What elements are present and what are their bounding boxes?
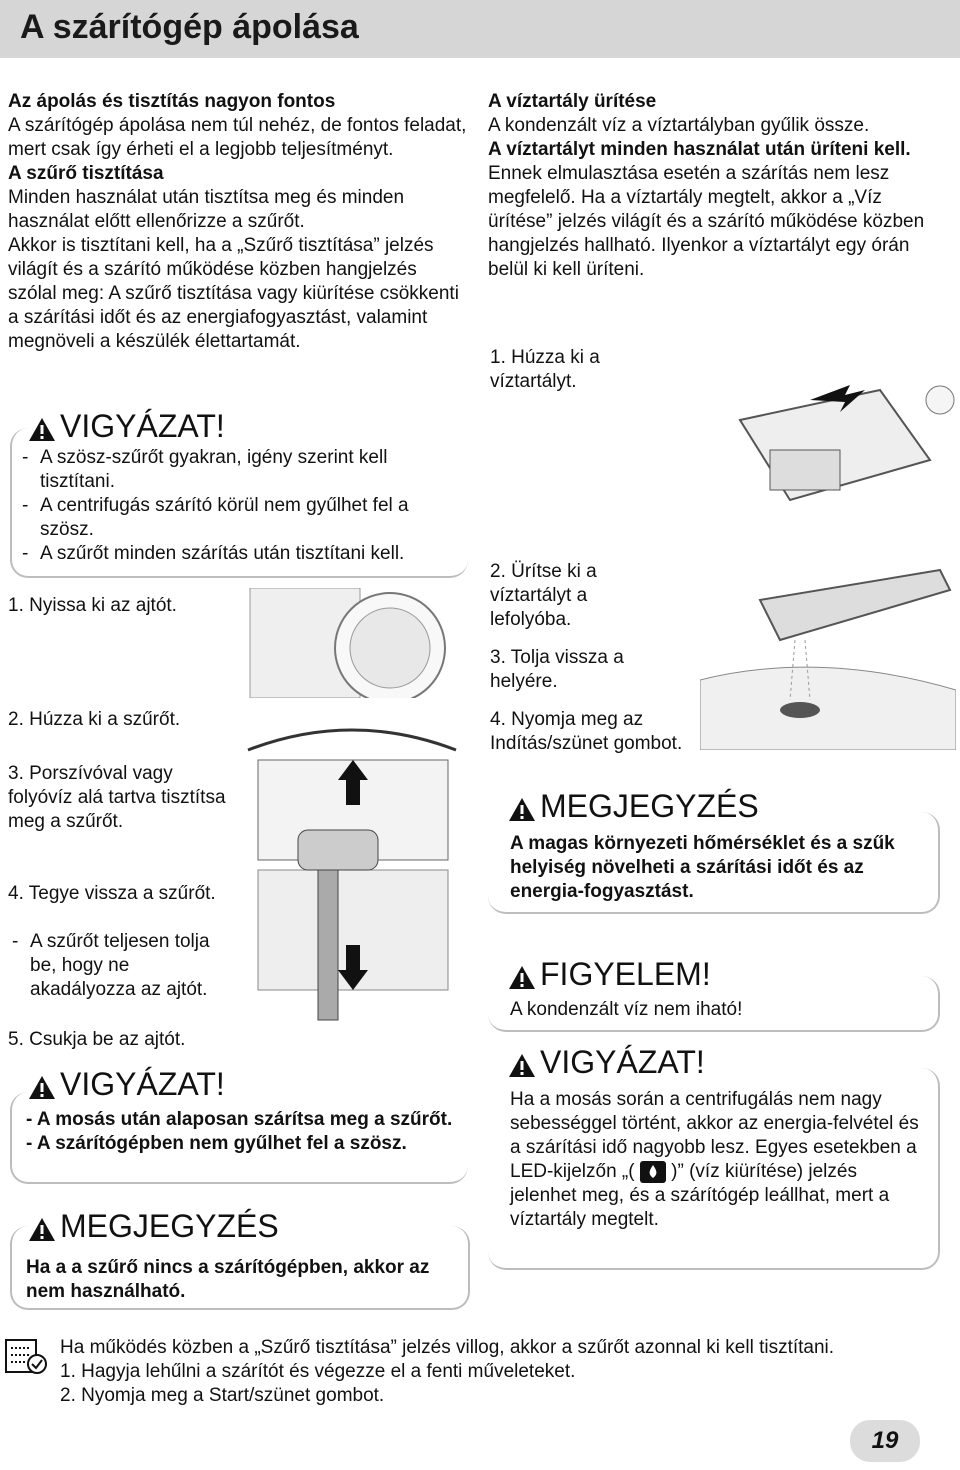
- intro-heading: Az ápolás és tisztítás nagyon fontos: [8, 91, 336, 112]
- left-step-4-sub-item: - A szűrőt teljesen tolja be, hogy ne akadályozza az ajtót.: [8, 930, 228, 1002]
- caution-1-item: - A centrifugás szárító körül nem gyűlhet fel a szösz.: [18, 494, 458, 542]
- note-1-head: [28, 1208, 285, 1244]
- caution-1-head: [28, 408, 231, 444]
- page-number: 19: [850, 1420, 920, 1462]
- caution-2-item: - A mosás után alaposan szárítsa meg a szűrőt.: [26, 1109, 453, 1130]
- left-step-4-sub: [8, 930, 228, 1002]
- right-step-3: 3. Tolja vissza a helyére.: [490, 647, 624, 692]
- memo-line-3: 2. Nyomja meg a Start/szünet gombot.: [60, 1385, 385, 1406]
- tank-text-1: A kondenzált víz a víztartályban gyűlik össze.: [488, 115, 870, 136]
- filter-text-2: Akkor is tisztítani kell, ha a „Szűrő tisztítása” jelzés világít és a szárító működése közben hangjelzés szólal meg: A szűrő tisztítása vagy kiürítése csökkenti a szárítási időt és az energiafogyasztást, valamint megnöveli a készülék élettartamát.: [8, 235, 459, 352]
- caution-3-text-a: Ha a mosás során a centrifugálás nem nagy sebességgel történt, akkor az energia-felvétel és a szárítási idő nagyobb lesz. Egyes esetekben a LED-kijelzőn „(: [510, 1089, 919, 1182]
- caution-2-title: VIGYÁZAT!: [60, 1066, 225, 1102]
- warning-icon: [28, 416, 56, 442]
- filter-text-1: Minden használat után tisztítsa meg és minden használat előtt ellenőrizze a szűrőt.: [8, 187, 405, 232]
- memo-line-1: Ha működés közben a „Szűrő tisztítása” jelzés villog, akkor a szűrőt azonnal ki kell tisztítani.: [60, 1337, 835, 1358]
- warning-icon: [508, 964, 536, 990]
- caution-2-list: [26, 1108, 462, 1156]
- memo-line-2: 1. Hagyja lehűlni a szárítót és végezze el a fenti műveleteket.: [60, 1361, 576, 1382]
- caution-2-item: - A szárítógépben nem gyűlhet fel a szösz.: [26, 1133, 407, 1154]
- caution-1-title: VIGYÁZAT!: [60, 408, 225, 444]
- caution-3-title: VIGYÁZAT!: [540, 1044, 705, 1080]
- bottom-memo: [60, 1336, 940, 1408]
- caution-1-list: [18, 446, 458, 566]
- left-step-1: 1. Nyissa ki az ajtót.: [8, 595, 177, 616]
- note-1-title: MEGJEGYZÉS: [60, 1208, 279, 1244]
- intro-text: A szárítógép ápolása nem túl nehéz, de fontos feladat, mert csak így érheti el a legjobb teljesítményt.: [8, 115, 467, 160]
- note-2-title: MEGJEGYZÉS: [540, 788, 759, 824]
- warning-icon: [28, 1074, 56, 1100]
- intro-section: [8, 90, 468, 354]
- note-1-text: Ha a a szűrő nincs a szárítógépben, akkor az nem használható.: [26, 1257, 430, 1302]
- left-step-5: 5. Csukja be az ajtót.: [8, 1029, 186, 1050]
- caution-1-item: - A szűrőt minden szárítás után tisztítani kell.: [18, 542, 458, 566]
- tank-text-2: Ennek elmulasztása esetén a szárítás nem lesz megfelelő. Ha a víztartály megtelt, akkor a „Víz ürítése” jelzés világít és a szárító működése közben hangjelzés hallható. Ilyenkor a víztartályt egy órán belül ki kell üríteni.: [488, 163, 925, 280]
- note-2-head: [508, 788, 765, 824]
- warning-icon: [508, 1052, 536, 1078]
- filter-heading: A szűrő tisztítása: [8, 163, 164, 184]
- attention-title: FIGYELEM!: [540, 956, 711, 992]
- warning-icon: [508, 796, 536, 822]
- tank-bold: A víztartályt minden használat után üríteni kell.: [488, 139, 911, 160]
- water-drain-icon: [640, 1161, 666, 1183]
- page-title: A szárítógép ápolása: [20, 8, 359, 46]
- tank-section: [488, 90, 938, 282]
- tank-heading: A víztartály ürítése: [488, 91, 657, 112]
- caution-3-text-b: )” (víz kiürítése) jelzés jelenhet meg, és a szárítógép leállhat, mert a víztartály megtelt.: [510, 1161, 890, 1230]
- water-tank-illustration: [730, 340, 960, 550]
- left-step-4: 4. Tegye vissza a szűrőt.: [8, 883, 216, 904]
- left-step-2: 2. Húzza ki a szűrőt.: [8, 709, 181, 730]
- filter-illustration: [238, 700, 466, 1050]
- attention-head: [508, 956, 717, 992]
- note-2-text: A magas környezeti hőmérséklet és a szűk helyiség növelheti a szárítási időt és az energia-fogyasztást.: [510, 833, 895, 902]
- warning-icon: [28, 1216, 56, 1242]
- right-step-1: 1. Húzza ki a víztartályt.: [490, 347, 600, 392]
- dryer-door-illustration: [240, 588, 460, 698]
- memo-icon: [4, 1336, 48, 1376]
- title-bar: [0, 0, 960, 58]
- caution-1-item: - A szösz-szűrőt gyakran, igény szerint kell tisztítani.: [18, 446, 458, 494]
- attention-text: A kondenzált víz nem iható!: [510, 999, 743, 1020]
- left-step-3: 3. Porszívóval vagy folyóvíz alá tartva tisztítsa meg a szűrőt.: [8, 763, 226, 832]
- caution-2-head: [28, 1066, 231, 1102]
- right-step-4: 4. Nyomja meg az Indítás/szünet gombot.: [490, 709, 683, 754]
- caution-3-head: [508, 1044, 711, 1080]
- tank-emptying-illustration: [700, 560, 956, 750]
- right-step-2: 2. Ürítse ki a víztartályt a lefolyóba.: [490, 561, 597, 630]
- caution-3-text: [510, 1088, 920, 1232]
